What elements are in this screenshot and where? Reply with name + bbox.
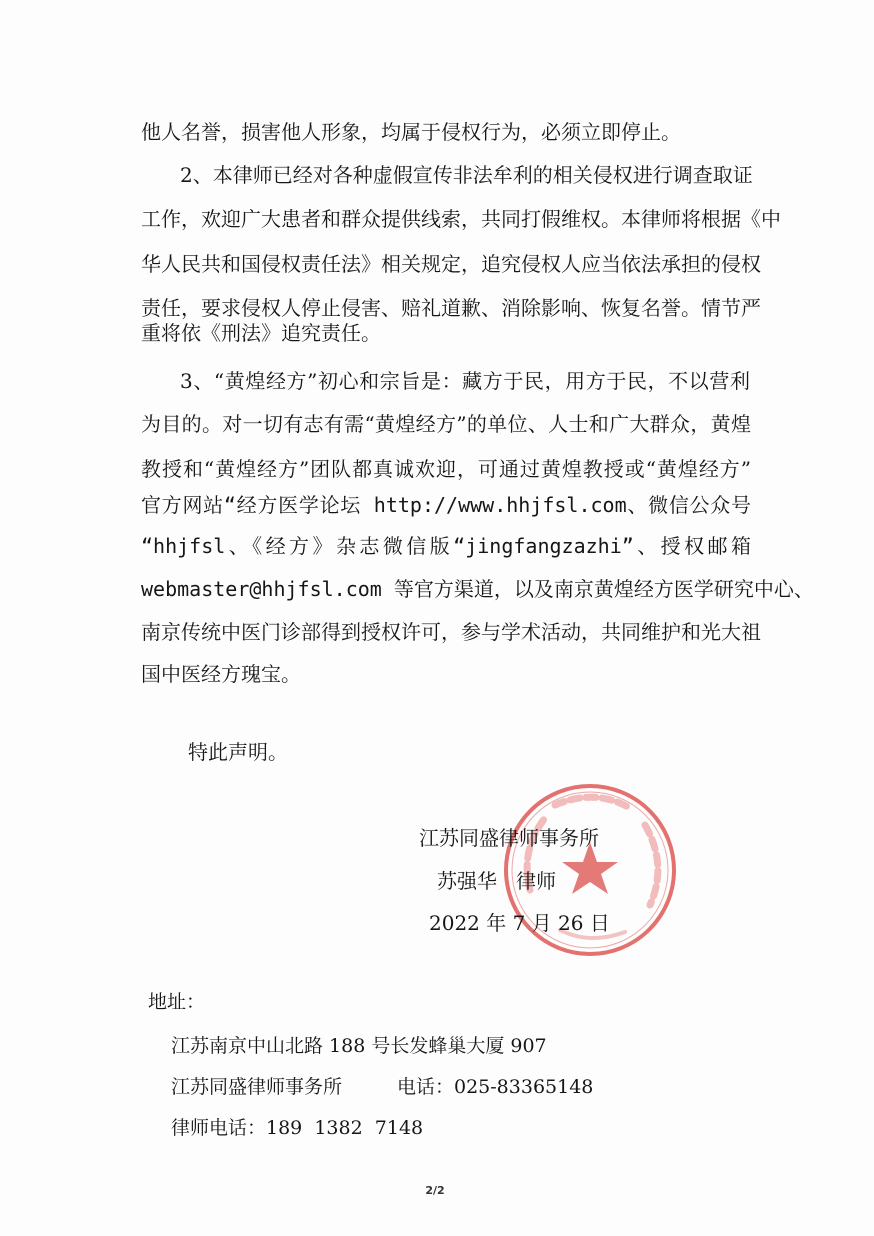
paragraph-3-line: 国中医经方瑰宝。 bbox=[141, 662, 301, 686]
paragraph-3-line: 3、“黄煌经方”初心和宗旨是：藏方于民，用方于民，不以营利 bbox=[180, 369, 750, 393]
lawyer-phone: 律师电话：189 1382 7148 bbox=[171, 1117, 424, 1139]
signature-firm: 江苏同盛律师事务所 bbox=[419, 826, 599, 850]
paragraph-2-line: 责任，要求侵权人停止侵害、赔礼道歉、消除影响、恢复名誉。情节严 bbox=[141, 296, 761, 320]
address-label: 地址： bbox=[148, 991, 206, 1013]
paragraph-1-line: 他人名誉，损害他人形象，均属于侵权行为，必须立即停止。 bbox=[141, 120, 681, 144]
paragraph-3-line: 教授和“黄煌经方”团队都真诚欢迎，可通过黄煌教授或“黄煌经方” bbox=[141, 457, 751, 481]
paragraph-2-line: 重将依《刑法》追究责任。 bbox=[141, 321, 381, 345]
paragraph-2-line: 工作，欢迎广大患者和群众提供线索，共同打假维权。本律师将根据《中 bbox=[141, 207, 781, 231]
paragraph-3-line: “hhjfsl、《经方》杂志微信版“jingfangzazhi”、授权邮箱 bbox=[141, 534, 751, 558]
paragraph-3-line: webmaster@hhjfsl.com 等官方渠道，以及南京黄煌经方医学研究中心、 bbox=[141, 577, 814, 601]
closing-statement: 特此声明。 bbox=[188, 740, 288, 764]
address-line: 江苏南京中山北路 188 号长发蜂巢大厦 907 bbox=[171, 1035, 547, 1057]
signature-lawyer: 苏强华 律师 bbox=[437, 869, 557, 893]
address-firm-name: 江苏同盛律师事务所 bbox=[171, 1076, 343, 1098]
page-number: 2/2 bbox=[425, 1184, 445, 1197]
signature-date: 2022 年 7 月 26 日 bbox=[429, 911, 610, 935]
paragraph-2-line: 2、本律师已经对各种虚假宣传非法牟利的相关侵权进行调查取证 bbox=[180, 163, 753, 187]
paragraph-3-line: 官方网站“经方医学论坛 http://www.hhjfsl.com、微信公众号 bbox=[141, 493, 751, 517]
office-phone: 电话：025-83365148 bbox=[397, 1076, 594, 1098]
paragraph-3-line: 南京传统中医门诊部得到授权许可，参与学术活动，共同维护和光大祖 bbox=[141, 620, 761, 644]
paragraph-2-line: 华人民共和国侵权责任法》相关规定，追究侵权人应当依法承担的侵权 bbox=[141, 252, 761, 276]
paragraph-3-line: 为目的。对一切有志有需“黄煌经方”的单位、人士和广大群众，黄煌 bbox=[141, 412, 751, 436]
